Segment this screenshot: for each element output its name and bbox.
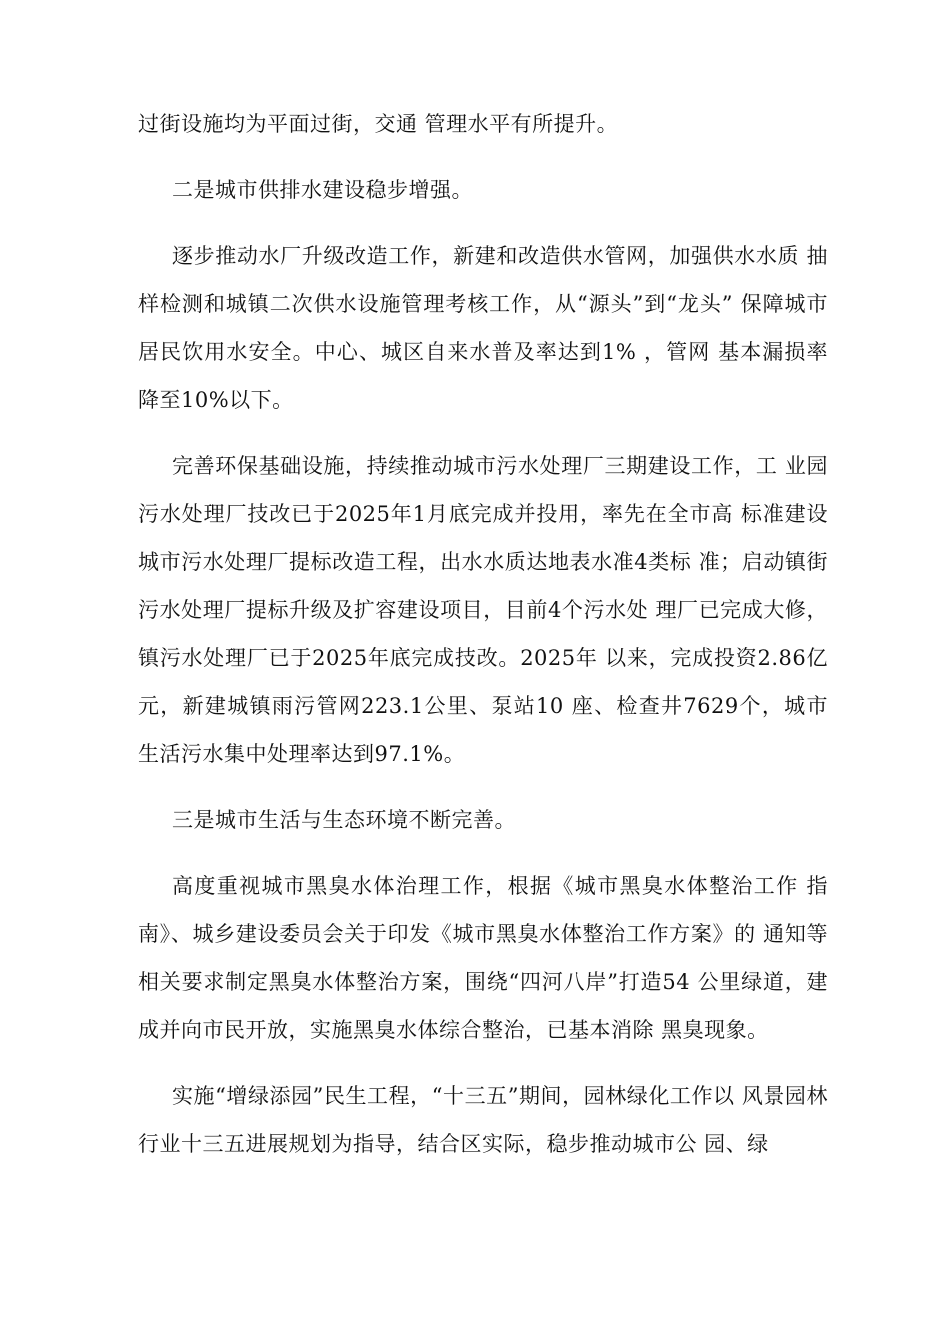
paragraph-5-heading: 三是城市生活与生态环境不断完善。 — [172, 808, 516, 832]
paragraph-1: 过街设施均为平面过街，交通 管理水平有所提升。 — [138, 112, 619, 136]
body-text — [138, 100, 828, 1168]
paragraph-4: 完善环保基础设施，持续推动城市污水处理厂三期建设工作，工 业园污水处理厂技改已于2025年1月底完成并投用，率先在全市高 标准建设城市污水处理厂提标改造工程，出水水质达地表水准4类标 准；启动镇街污水处理厂提标升级及扩容建设项目，目前4个污水处 理厂已完成大修，镇污水处理厂已于2025年底完成技改。2025年 以来，完成投资2.86亿元，新建城镇雨污管网223.1公里、泵站10 座、检查井7629个，城市生活污水集中处理率达到97.1%。 — [138, 454, 828, 766]
paragraph-3: 逐步推动水厂升级改造工作，新建和改造供水管网，加强供水水质 抽样检测和城镇二次供水设施管理考核工作，从“源头”到“龙头” 保障城市居民饮用水安全。中心、城区自来水普及率达到1% ，管网 基本漏损率降至10%以下。 — [138, 244, 828, 412]
paragraph-2-heading: 二是城市供排水建设稳步增强。 — [172, 178, 473, 202]
paragraph-7: 实施“增绿添园”民生工程，“十三五”期间，园林绿化工作以 风景园林行业十三五进展规划为指导，结合区实际，稳步推动城市公 园、绿 — [138, 1084, 828, 1156]
paragraph-6: 高度重视城市黑臭水体治理工作，根据《城市黑臭水体整治工作 指南》、城乡建设委员会关于印发《城市黑臭水体整治工作方案》的 通知等相关要求制定黑臭水体整治方案，围绕“四河八岸”打造54 公里绿道，建成并向市民开放，实施黑臭水体综合整治，已基本消除 黑臭现象。 — [138, 874, 828, 1042]
